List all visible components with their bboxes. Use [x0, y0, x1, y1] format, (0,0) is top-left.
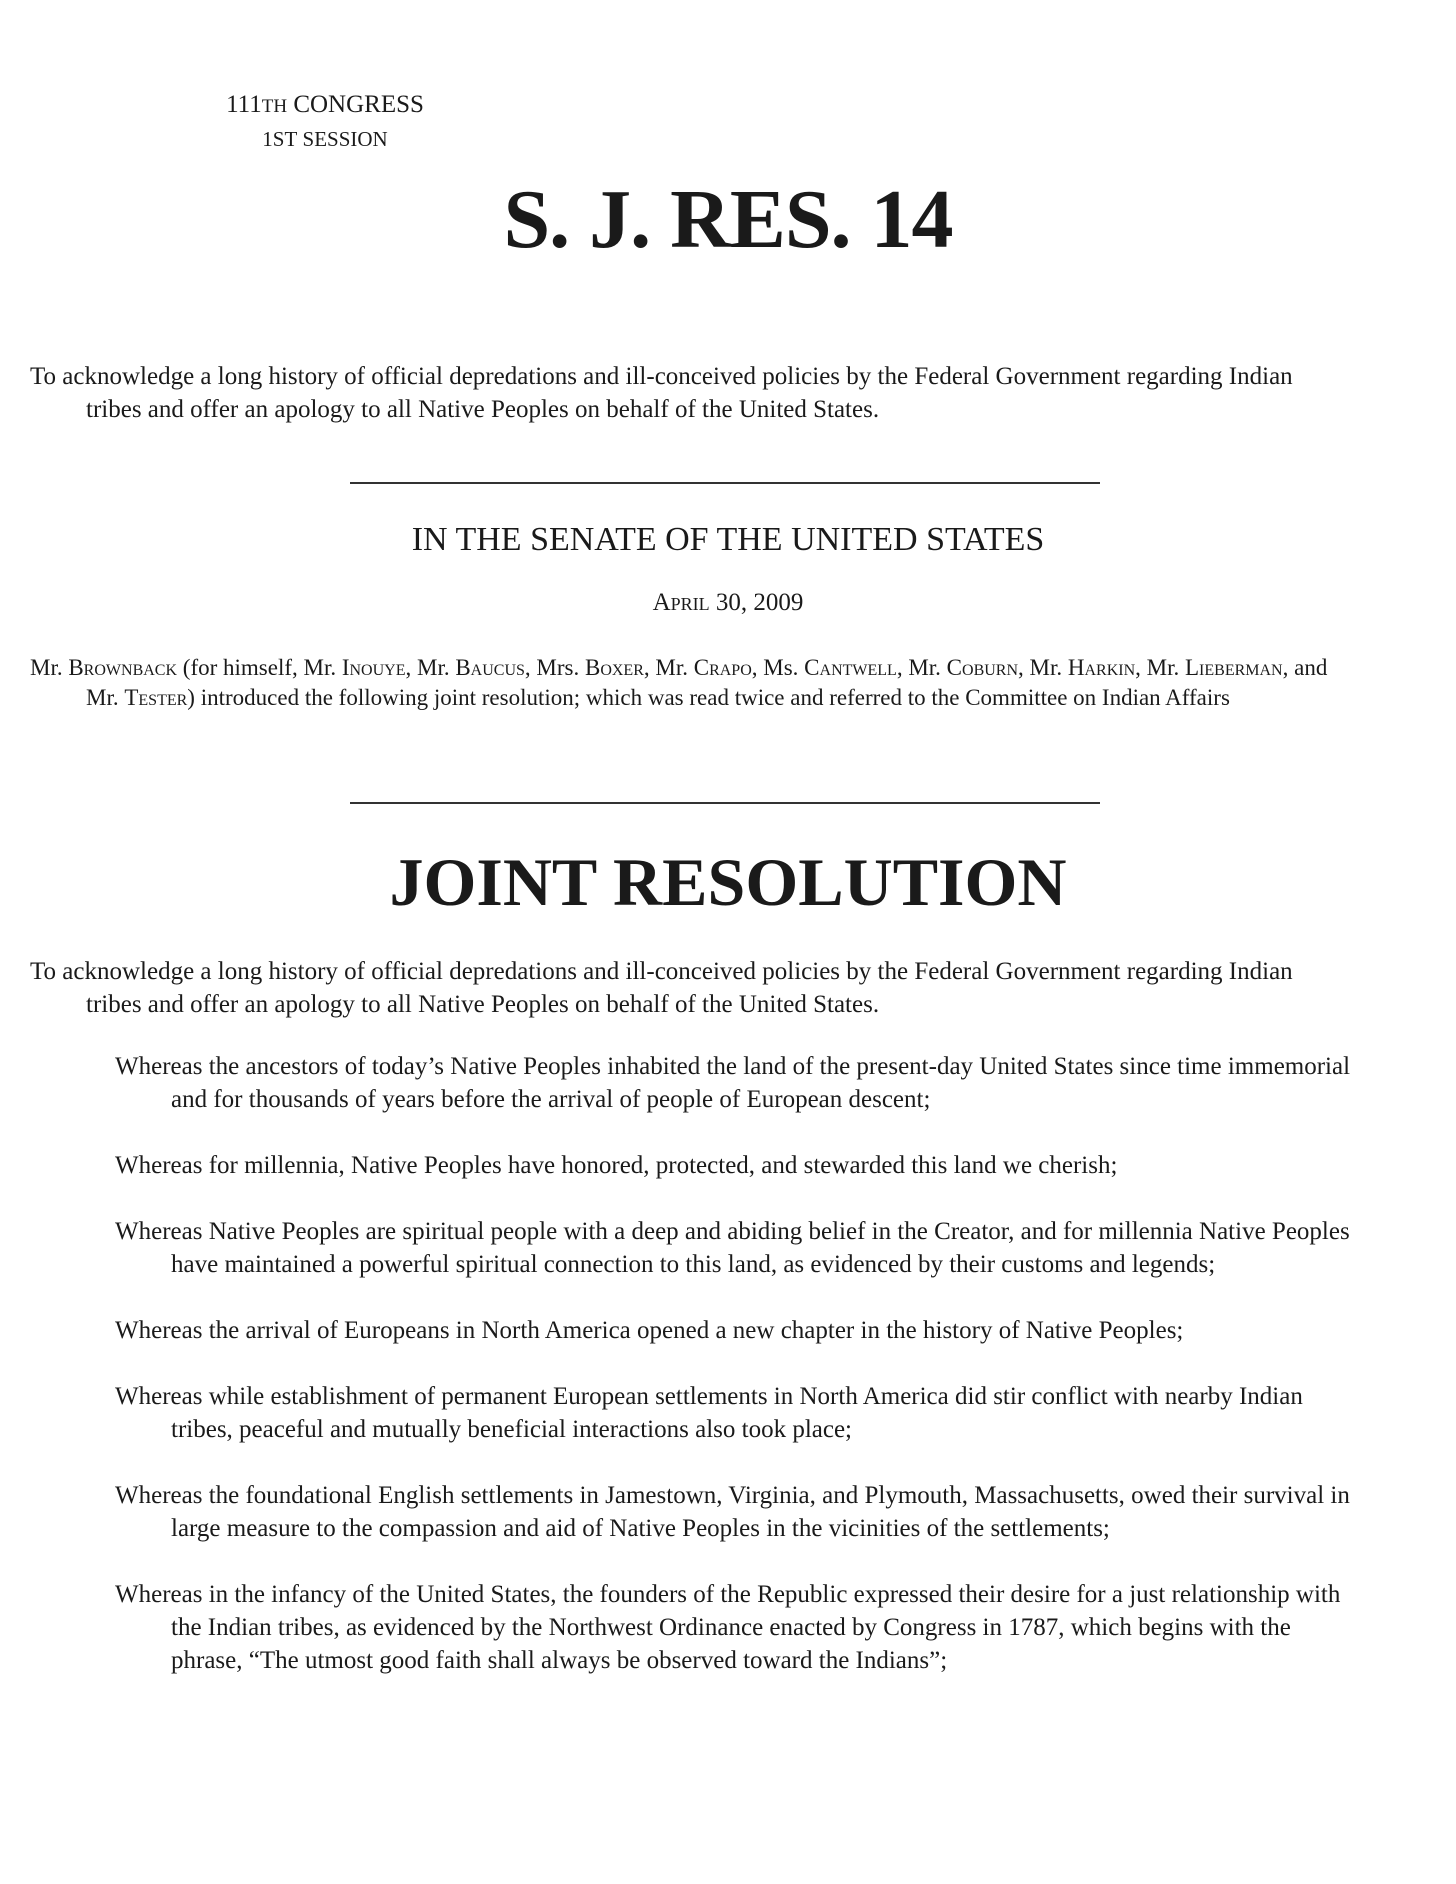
whereas-clause: Whereas Native Peoples are spiritual people with a deep and abiding belief in the Creator, and for millennia Native Peoples have maintained a powerful spiritual connection to this land, as evidenced by their customs and legends; [115, 1218, 1350, 1278]
whereas-clause: Whereas the ancestors of today’s Native Peoples inhabited the land of the present-day United States since time immemorial and for thousands of years before the arrival of people of European descent; [115, 1053, 1351, 1113]
purpose-summary-top [30, 360, 1310, 426]
whereas-clause: Whereas the arrival of Europeans in North America opened a new chapter in the history of Native Peoples; [115, 1317, 1184, 1344]
senate-heading: IN THE SENATE OF THE UNITED STATES [411, 521, 1045, 558]
purpose-text: To acknowledge a long history of official depredations and ill-conceived policies by the Federal Government regarding Indian tribes and offer an apology to all Native Peoples on behalf of the United States. [30, 363, 1293, 423]
session-label: 1ST SESSION [262, 127, 388, 151]
congress-session-header [200, 88, 450, 156]
whereas-clause: Whereas while establishment of permanent European settlements in North America did stir conflict with nearby Indian tribes, peaceful and mutually beneficial interactions also took place; [115, 1383, 1303, 1443]
whereas-clause: Whereas in the infancy of the United States, the founders of the Republic expressed their desire for a just relationship with the Indian tribes, as evidenced by the Northwest Ordinance enacted by Congress in 1787, which begins with the phrase, “The utmost good faith shall always be observed toward the Indians”; [115, 1581, 1341, 1674]
whereas-clause: Whereas the foundational English settlements in Jamestown, Virginia, and Plymouth, Massachusetts, owed their survival in large measure to the compassion and aid of Native Peoples in the vicinities of the settlements; [115, 1482, 1350, 1542]
congress-label: 111TH CONGRESS [226, 91, 424, 118]
introduction-date: April 30, 2009 [652, 589, 804, 616]
bill-number: S. J. RES. 14 [503, 173, 953, 266]
sponsors-paragraph: Mr. Brownback (for himself, Mr. Inouye, Mr. Baucus, Mrs. Boxer, Mr. Crapo, Ms. Cantwell, Mr. Coburn, Mr. Harkin, Mr. Lieberman, and Mr. Tester) introduced the following joint resolution; which was read twice and referred to the Committee on Indian Affairs [30, 655, 1328, 710]
whereas-clauses [115, 1050, 1355, 1710]
purpose-text: To acknowledge a long history of official depredations and ill-conceived policies by the Federal Government regarding Indian tribes and offer an apology to all Native Peoples on behalf of the United States. [30, 958, 1293, 1018]
whereas-clause: Whereas for millennia, Native Peoples have honored, protected, and stewarded this land we cherish; [115, 1152, 1118, 1179]
purpose-summary-bottom [30, 955, 1310, 1021]
divider-bottom [350, 802, 1100, 804]
joint-resolution-heading: JOINT RESOLUTION [389, 844, 1067, 920]
divider-top [350, 482, 1100, 484]
